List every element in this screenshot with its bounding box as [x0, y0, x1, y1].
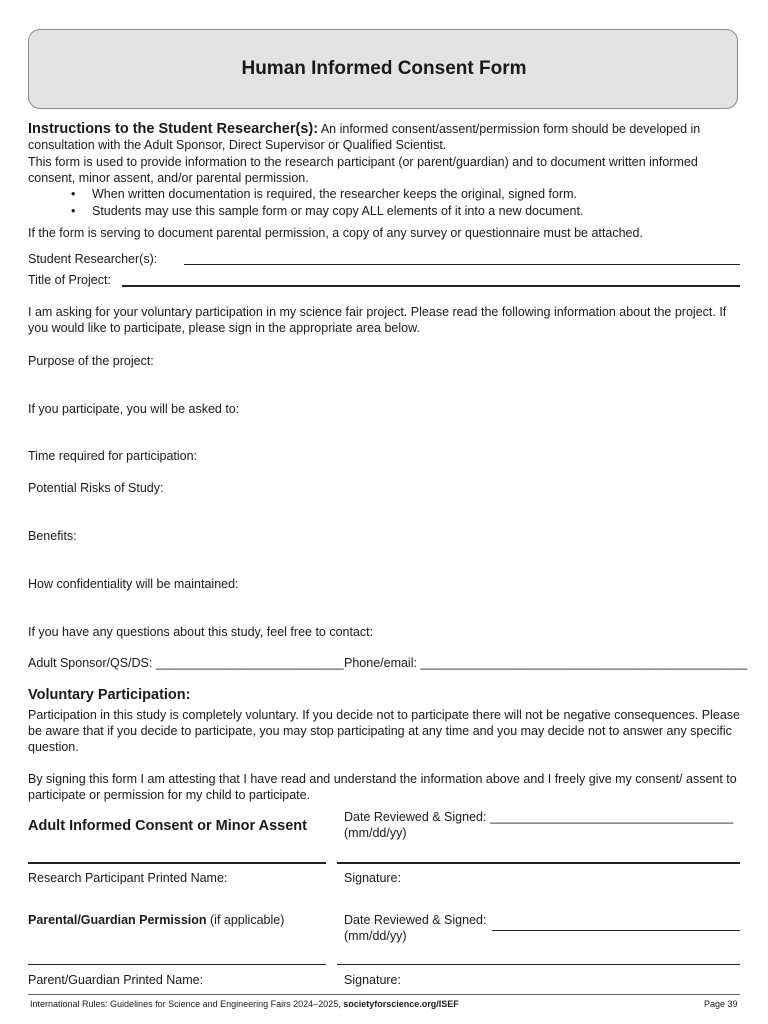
- footer-link[interactable]: societyforscience.org/ISEF: [343, 999, 459, 1009]
- bullet-item-1: • When written documentation is required, the researcher keeps the original, signed form.: [72, 186, 577, 202]
- adult-date-blank[interactable]: ___________________________________: [489, 810, 734, 824]
- questions-label: If you have any questions about this study, feel free to contact:: [28, 625, 374, 639]
- benefits-label: Benefits:: [28, 529, 77, 543]
- instructions-paragraph: [28, 121, 740, 153]
- page-number: Page 39: [704, 999, 738, 1009]
- parental-date-label: Date Reviewed & Signed:: [344, 913, 487, 927]
- purpose-label: Purpose of the project:: [28, 354, 154, 368]
- parent-name-line[interactable]: [28, 964, 326, 965]
- instructions-intro: An informed consent/assent/permission form should be developed in consultation with the Adult Sponsor, Direct Supervisor or Qualified Scientist.: [28, 122, 701, 152]
- adult-date-label[interactable]: Date Reviewed & Signed: ___________________________________: [344, 810, 734, 824]
- footer-text: International Rules: Guidelines for Science and Engineering Fairs 2024–2025, societyforscience.org/ISEF: [30, 999, 459, 1009]
- parent-name-label: Parent/Guardian Printed Name:: [28, 973, 204, 987]
- parental-heading: Parental/Guardian Permission (if applicable): [28, 913, 285, 927]
- risks-label: Potential Risks of Study:: [28, 481, 164, 495]
- participant-signature-label: Signature:: [344, 871, 401, 885]
- voluntary-text: Participation in this study is completely voluntary. If you decide not to participate there will not be negative consequences. Please be aware that if you decide to participate, you may stop participating at any time and you may decide not to answer any specific question.: [28, 708, 740, 754]
- participant-name-line[interactable]: [28, 862, 326, 864]
- parent-signature-line[interactable]: [337, 964, 740, 965]
- parent-signature-label: Signature:: [344, 973, 401, 987]
- student-researchers-input-line[interactable]: [184, 264, 740, 265]
- confidentiality-label: How confidentiality will be maintained:: [28, 577, 239, 591]
- title-of-project-label: Title of Project:: [28, 273, 111, 287]
- instructions-line2: This form is used to provide information to the research participant (or parent/guardian) and to document written informed consent, minor assent, and/or parental permission.: [28, 155, 698, 185]
- voluntary-heading: Voluntary Participation:: [28, 687, 191, 703]
- page-title: Human Informed Consent Form: [241, 58, 527, 79]
- bullet-item-2: • Students may use this sample form or may copy ALL elements of it into a new document.: [72, 203, 583, 219]
- parental-date-format: (mm/dd/yy): [344, 929, 407, 943]
- attestation-text: By signing this form I am attesting that I have read and understand the information above and I freely give my consent/ assent to participate or permission for my child to participate.: [28, 772, 737, 802]
- parental-date-line[interactable]: [492, 930, 740, 931]
- student-researchers-label: Student Researcher(s):: [28, 252, 158, 266]
- phone-email-field[interactable]: Phone/email: _______________________________________________: [344, 656, 748, 670]
- adult-date-format: (mm/dd/yy): [344, 826, 407, 840]
- footer-divider: [28, 994, 740, 995]
- asked-label: If you participate, you will be asked to:: [28, 402, 240, 416]
- adult-consent-heading: Adult Informed Consent or Minor Assent: [28, 818, 307, 834]
- participation-request: I am asking for your voluntary participation in my science fair project. Please read the following information about the project. If you would like to participate, please sign in the appropriate area below.: [28, 305, 727, 335]
- title-of-project-input-line[interactable]: [122, 285, 740, 287]
- participant-name-label: Research Participant Printed Name:: [28, 871, 228, 885]
- adult-sponsor-field[interactable]: Adult Sponsor/QS/DS: ___________________________: [28, 656, 344, 670]
- participant-signature-line[interactable]: [337, 862, 740, 864]
- instructions-note: If the form is serving to document parental permission, a copy of any survey or questionnaire must be attached.: [28, 226, 643, 240]
- instructions-heading: Instructions to the Student Researcher(s):: [28, 121, 319, 137]
- time-label: Time required for participation:: [28, 449, 198, 463]
